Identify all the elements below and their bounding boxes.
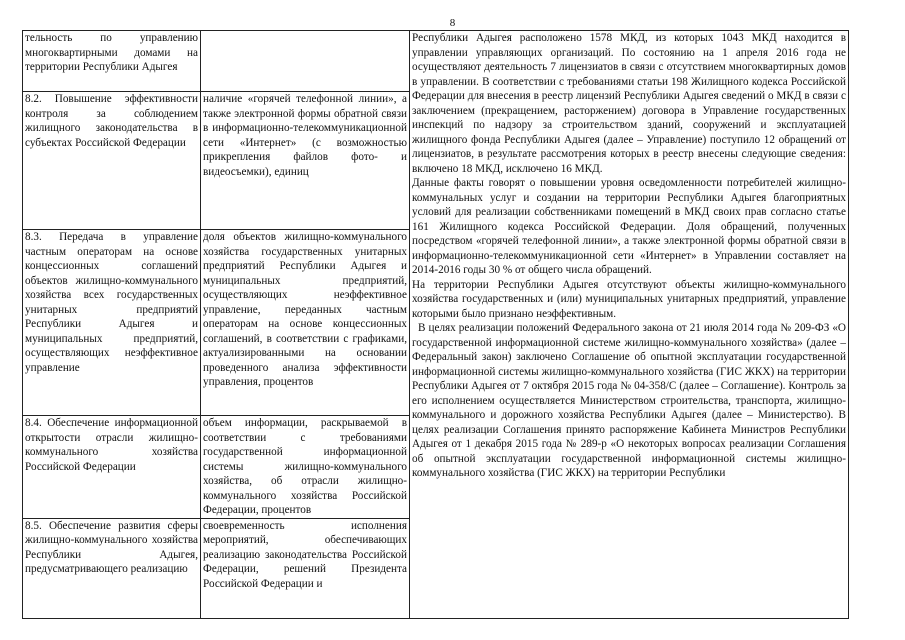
- indicator-cell: своевременность исполнения мероприятий, обеспечивающих реализацию законодательства Российской Федерации, решений Президента Российской Федерации и: [201, 518, 410, 618]
- goal-cell: 8.4. Обеспечение информационной открытости отрасли жилищно-коммунального хозяйства Российской Федерации: [23, 416, 201, 519]
- goal-cell: 8.3. Передача в управление частным операторам на основе концессионных соглашений объектов жилищно-коммунального хозяйства всех государственных унитарных предприятий Республики Адыгея и муниципальных предприятий, осуществляющих неэффективное управление: [23, 230, 201, 416]
- status-paragraph: Республики Адыгея расположено 1578 МКД, из которых 1043 МКД находится в управлении управляющих организаций. По состоянию на 1 апреля 2016 года не осуществляют деятельность 7 лицензиатов в связи с отсутствием многоквартирных домов в управлении. В соответствии с требованиями статьи 198 Жилищного кодекса Российской Федерации для внесения в реестр лицензий Республики Адыгея сведений о МКД в связи с заключением (прекращением, расторжением) договора в Управление государственных инспекций по надзору за строительством зданий, сооружений и эксплуатацией жилищного фонда Республики Адыгея (далее – Управление) поступило 12 обращений от лицензиатов, в результате рассмотрения которых в реестр внесены следующие сведения: включено 18 МКД, исключено 16 МКД.: [412, 32, 846, 175]
- indicator-cell: [201, 31, 410, 92]
- page-number: 8: [449, 17, 456, 29]
- indicator-cell: наличие «горячей телефонной линии», а также электронной формы обратной связи в информационно-телекоммуникационной сети «Интернет» (с возможностью прикрепления файлов фото- и видеосъемки), единиц: [201, 92, 410, 230]
- goal-cell: 8.5. Обеспечение развития сферы жилищно-коммунального хозяйства Республики Адыгея, предусматривающего реализацию: [23, 518, 201, 618]
- table-row: [23, 31, 849, 92]
- indicator-cell: объем информации, раскрываемой в соответствии с требованиями государственной информационной системы жилищно-коммунального хозяйства, об отрасли жилищно-коммунального хозяйства Российской Федерации, процентов: [201, 416, 410, 519]
- indicator-cell: доля объектов жилищно-коммунального хозяйства государственных унитарных предприятий Республики Адыгея и муниципальных предприятий, осуществляющих неэффективное управление, переданных частным операторам на основе концессионных соглашений, в соответствии с графиками, актуализированными на основании проведенного анализа эффективности управления, процентов: [201, 230, 410, 416]
- status-paragraph: Данные факты говорят о повышении уровня осведомленности потребителей жилищно-коммунальных услуг и создании на территории Республики Адыгея благоприятных условий для реализации собственниками помещений в МКД своих прав согласно статье 161 Жилищного кодекса Российской Федерации. Доля обращений, полученных посредством «горячей телефонной линии», а также электронной формы обратной связи в информационно-телекоммуникационной сети «Интернет» в Управлении составляет на 2014-2016 годы 30 % от общего числа обращений.: [412, 177, 846, 276]
- status-paragraph: На территории Республики Адыгея отсутствуют объекты жилищно-коммунального хозяйства государственных и (или) муниципальных унитарных предприятий, управление которыми было признано неэффективным.: [412, 278, 846, 320]
- goal-cell: тельность по управлению многоквартирными домами на территории Республики Адыгея: [23, 31, 201, 92]
- status-cell: [410, 31, 849, 619]
- document-table: [22, 30, 849, 619]
- goal-cell: 8.2. Повышение эффективности контроля за соблюдением жилищного законодательства в субъектах Российской Федерации: [23, 92, 201, 230]
- status-paragraph: В целях реализации положений Федерального закона от 21 июля 2014 года № 209-ФЗ «О государственной информационной системе жилищно-коммунального хозяйства» (далее – Федеральный закон) заключено Соглашение об опытной эксплуатации государственной информационной системы жилищно-коммунального хозяйства (ГИС ЖКХ) на территории Республики Адыгея от 7 октября 2015 года № 04-358/С (далее – Соглашение). Контроль за его исполнением осуществляется Министерством строительства, транспорта, жилищно-коммунального и дорожного хозяйства Республики Адыгея (далее – Министерство). В целях реализации Соглашения принято распоряжение Кабинета Министров Республики Адыгея от 1 декабря 2015 года № 289-р «О некоторых вопросах реализации Соглашения об опытной эксплуатации государственной информационной системы жилищно-коммунального хозяйства (ГИС ЖКХ) на территории Республики: [412, 322, 846, 479]
